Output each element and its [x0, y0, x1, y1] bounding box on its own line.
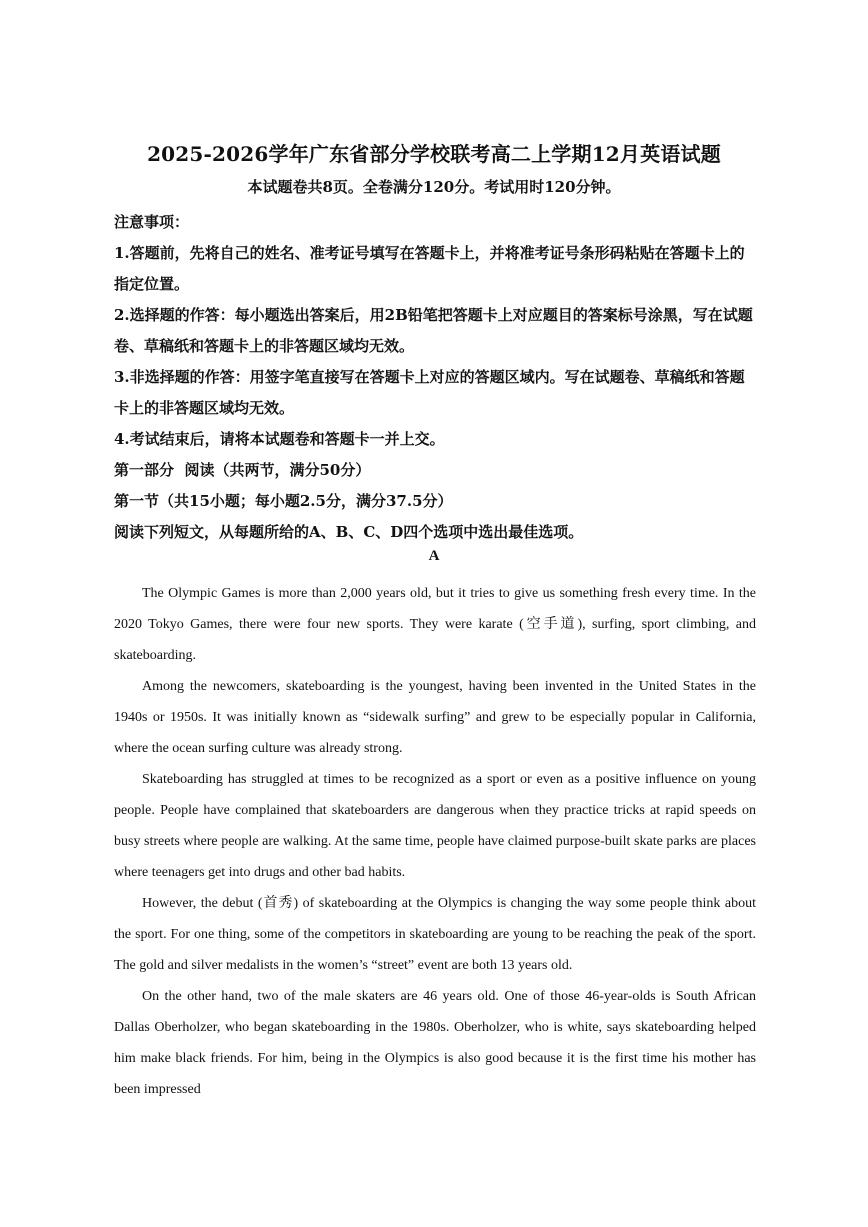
- section-heading: 第一节（共15小题；每小题2.5分，满分37.5分）: [114, 492, 453, 510]
- exam-subtitle: 本试题卷共8页。全卷满分120分。考试用时120分钟。: [247, 178, 621, 196]
- passage-letter: A: [428, 548, 440, 564]
- passage-paragraph: On the other hand, two of the male skaters are 46 years old. One of those 46-year-olds is South African Dallas Oberholzer, who began skateboarding in the 1980s. Oberholzer, who is white, says skateboarding helped him make black friends. For him, being in the Olympics is also good because it is the first time his mother has been impressed: [114, 989, 756, 1097]
- passage-paragraph: Among the newcomers, skateboarding is the youngest, having been invented in the United States in the 1940s or 1950s. It was initially known as “sidewalk surfing” and grew to be especially popular in California, where the ocean surfing culture was already strong.: [114, 679, 756, 756]
- note-item: 2.选择题的作答：每小题选出答案后，用2B铅笔把答题卡上对应题目的答案标号涂黑，写在试题卷、草稿纸和答题卡上的非答题区域均无效。: [114, 306, 753, 355]
- part-heading: 第一部分 阅读（共两节，满分50分）: [114, 461, 371, 479]
- notes-heading: 注意事项：: [114, 213, 190, 231]
- instructions-block: [114, 207, 758, 548]
- exam-title: 2025-2026学年广东省部分学校联考高二上学期12月英语试题: [147, 142, 721, 166]
- passage-paragraph: The Olympic Games is more than 2,000 years old, but it tries to give us something fresh every time. In the 2020 Tokyo Games, there were four new sports. They were karate (空手道), surfing, sport climbing, and skateboarding.: [114, 586, 756, 663]
- note-item: 1.答题前，先将自己的姓名、准考证号填写在答题卡上，并将准考证号条形码粘贴在答题卡上的指定位置。: [114, 244, 745, 293]
- note-item: 4.考试结束后，请将本试题卷和答题卡一并上交。: [114, 430, 445, 448]
- passage-paragraph: Skateboarding has struggled at times to be recognized as a sport or even as a positive influence on young people. People have complained that skateboarders are dangerous when they practice tricks at rapid speeds on busy streets where people are walking. At the same time, people have claimed purpose-built skate parks are places where teenagers get into drugs and other bad habits.: [114, 772, 756, 880]
- note-item: 3.非选择题的作答：用签字笔直接写在答题卡上对应的答题区域内。写在试题卷、草稿纸和答题卡上的非答题区域均无效。: [114, 368, 745, 417]
- reading-instruction: 阅读下列短文，从每题所给的A、B、C、D四个选项中选出最佳选项。: [114, 523, 584, 541]
- passage-paragraph: However, the debut (首秀) of skateboarding at the Olympics is changing the way some people think about the sport. For one thing, some of the competitors in skateboarding are young to be reaching the peak of the sport. The gold and silver medalists in the women’s “street” event are both 13 years old.: [114, 896, 756, 973]
- reading-passage: [114, 578, 756, 1105]
